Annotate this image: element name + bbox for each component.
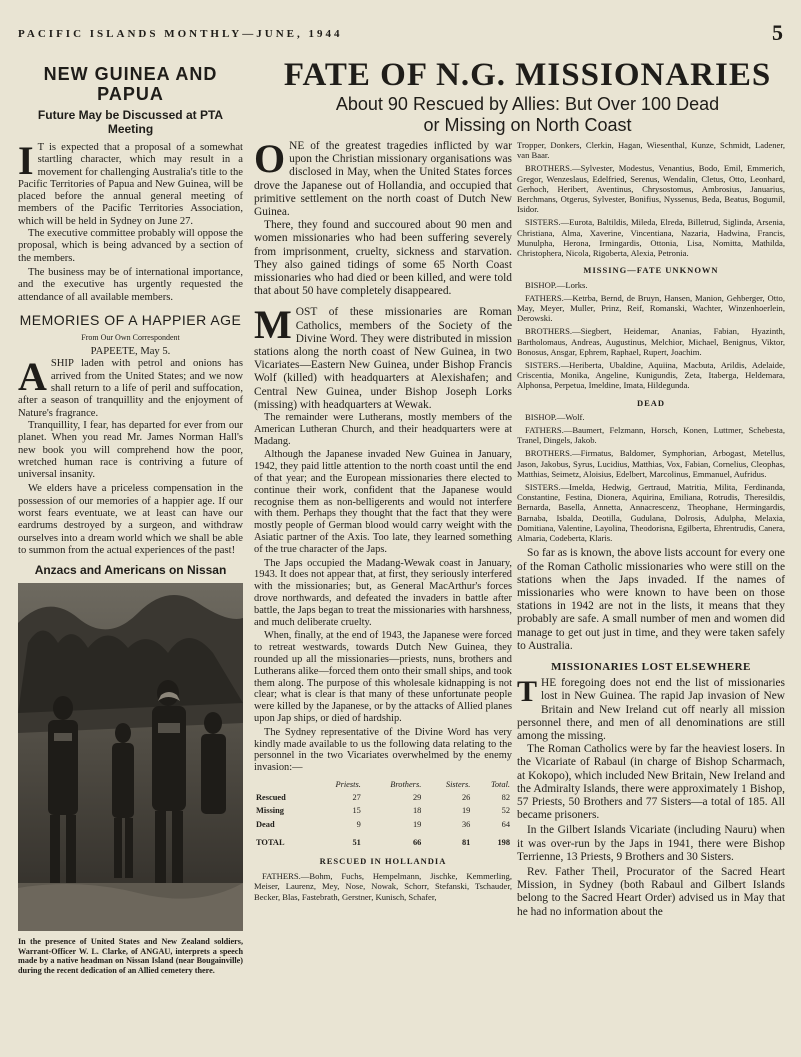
memories-lead-paragraph: ASHIP laden with petrol and onions has arrived from the United States; and we now shall return to a life of peril and suffocation, after a season of tranquillity and the enjoyment of Nature's fragrance. (18, 354, 243, 419)
table-row: Missing 15 18 19 52 (256, 806, 510, 816)
table-header: Brothers. (390, 779, 422, 789)
rescued-fathers-list: FATHERS.—Bohm, Fuchs, Hempelmann, Jischke, Kemmerling, Meiser, Laurenz, Mey, Nose, Nowak, Schorr, Stefanski, Tschauder, Becker, Blas, Fastebrath, Gerstner, Kunisch, Schafer, (254, 871, 512, 902)
ng-lead-paragraph: I T is expected that a proposal of a somewhat startling character, which may result in a movement for challenging Australia's title to the Pacific Territories of Papua and New Guinea, will be placed before the annual general meeting of members of the Pacific Territories Association, which will be held in Sydney on June 27. (18, 138, 243, 227)
main-subheadline-line: About 90 Rescued by Allies: But Over 100 Dead (335, 94, 720, 114)
anzacs-photo (18, 583, 243, 931)
dead-heading: DEAD (636, 397, 666, 408)
missing-list: SISTERS.—Heriberta, Ubaldine, Aquiina, Macbuta, Arildis, Adelaide, Criscentia, Monika, Angeline, Kunigundis, Zeta, Itaberga, Heldemara, Alphonsa, Perpetua, Imeldine, Imata, Hildegunda. (517, 359, 785, 391)
correspondent-credit: From Our Own Correspondent (81, 332, 180, 342)
dead-list: SISTERS.—Imelda, Hedwig, Gertraud, Matritia, Milita, Ferdinanda, Constantine, Festina, Dionera, Aquirina, Emiliana, Rotrudis, Theresildis, Bernarda, Basella, Annetta, Annacrescenz, Theophane, Hermingardis, Barnaba, Isbalda, Deotilla, Gudulana, Dolrosis, Adulpha, Melaxia, Domitiana, Valentine, Layolina, Theodorisna, Egilberta, Ehrentrudis, Canera, Almaria, Codeberta, Klaris. (517, 482, 785, 544)
page-number: 5 (772, 20, 783, 45)
page-header (18, 20, 793, 48)
table-row: Rescued 27 29 26 82 (256, 793, 510, 803)
ng-paragraph: The business may be of international importance, and the executive has urgently requested the attendance of all available members. (18, 266, 243, 303)
rescued-list-continued: Tropper, Donkers, Clerkin, Hagan, Wiesenthal, Kunze, Schmidt, Ladener, van Baar. (517, 140, 785, 161)
drop-cap: T (517, 675, 538, 709)
lost-paragraph: The Roman Catholics were by far the heaviest losers. In the Vicariate of Rabaul (in charge of Bishop Scharmach, at Kokopo), which included New Britain, New Ireland and the Admiralty Islands, there were approximately 1 Bishop, 57 Priests, 50 Brothers and 77 Sisters—a total of 185. All became prisoners. (517, 743, 785, 822)
rescued-heading: RESCUED IN HOLLANDIA (319, 855, 447, 866)
dead-list: BROTHERS.—Firmatus, Baldomer, Symphorian, Arbogast, Metellus, Jason, Jakobus, Syrus, Lucidius, Matthias, Vox, Fabian, Cornelius, Cleophas, Matthias, Seimetz, Aloisius, Edelbert, Marcolinus, Emmanuel, Aufridus. (517, 448, 785, 479)
memories-headline: MEMORIES OF A HAPPIER AGE (19, 311, 242, 328)
table-header: Sisters. (445, 779, 471, 789)
drop-cap: M (254, 302, 292, 348)
memories-paragraph: Tranquillity, I fear, has departed for ever from our planet. When you read Mr. James Norman Hall's new book you will comprehend how the poor, wretched human race is contriving a future of universal insanity. (18, 419, 243, 481)
photo-headline: Anzacs and Americans on Nissan (34, 563, 227, 578)
drop-cap: O (254, 136, 286, 181)
main-subheadline (265, 94, 790, 136)
dateline: PAPEETE, May 5. (90, 346, 171, 358)
dead-list: FATHERS.—Baumert, Felzmann, Horsch, Konen, Luttmer, Schebesta, Tranel, Dingels, Jakob. (517, 425, 785, 446)
lost-elsewhere-heading: MISSIONARIES LOST ELSEWHERE (551, 660, 751, 673)
table-header-row (254, 778, 512, 791)
missionaries-section-paragraph: MOST of these missionaries are Roman Catholics, members of the Society of the Divine Word. They were distributed in mission stations along the north coast of New Guinea, in two Vicariates—Eastern New Guinea, under Bishop Francis Wolf (killed) with headquarters at Alexishafen; and Central New Guinea, under Bishop Joseph Lorks (missing) with headquarters at Wewak. (254, 302, 512, 411)
table-header (254, 778, 312, 791)
main-headline: FATE OF N.G. MISSIONARIES (283, 57, 772, 93)
main-subheadline-line: or Missing on North Coast (423, 115, 632, 135)
lost-paragraph: In the Gilbert Islands Vicariate (including Nauru) when it was over-run by the Japs in 1941, there were Bishop Terrienne, 13 Priests, 9 Brothers and 30 Sisters. (517, 824, 785, 863)
missing-list: BISHOP.—Lorks. (525, 279, 588, 290)
memories-paragraph: We elders have a priceless compensation in the possession of our memories of a happier age. If our worst fears eventuate, we at least can have our eardrums destroyed by a surgeon, and withdraw ourselves into a dream world which we shall be able to summon from the actual experiences of the past! (18, 483, 243, 556)
left-column (18, 64, 243, 976)
drop-cap: I (18, 138, 34, 183)
rescued-brothers-list: BROTHERS.—Sylvester, Modestus, Venantius, Bodo, Emil, Emmerich, Gregor, Wenzeslaus, Edelfried, Serenus, Wendalin, Cletus, Otto, Leonhard, Gerhoch, Heribert, Aventinus, Chrysostomus, Ambrosius, Januarius, Berchmans, Otgerus, Sylvester, Bonifius, Nyssenus, Beda, Beatus, Bogumil, Isidor. (517, 163, 785, 215)
right-column (517, 140, 785, 921)
table-total-row: TOTAL 51 66 81 198 (256, 837, 510, 847)
lost-paragraph: Rev. Father Theil, Procurator of the Sacred Heart Mission, in Sydney (both Rabaul and Gilbert Islands belong to the Sacred Heart Order) advised us in May that he had no information about the (517, 866, 785, 918)
dead-list: BISHOP.—Wolf. (525, 411, 585, 422)
table-row: Dead 9 19 36 64 (256, 819, 510, 829)
rescued-sisters-list: SISTERS.—Eurota, Baltildis, Mileda, Elreda, Billetrud, Siglinda, Arsenia, Christiana, Alma, Xaverine, Vincentiana, Nazaria, Hadwina, Francis, Munulpha, Herona, Irmingardis, Ottonia, Lisa, Nomitta, Mathilda, Christophera, Nicola, Rigoberta, Alexia, Petronia. (517, 217, 785, 259)
ng-paragraph: The executive committee probably will oppose the proposal, which is being advanced by a section of the members. (18, 228, 243, 264)
missionaries-paragraph: Although the Japanese invaded New Guinea in January, 1942, they paid little attention to the north coast until the end of that year; and the European missionaries there elected to continue their work, confident that the Japanese would recognise them as non-belligerents and would not interfere with them. Perhaps they thought that the fact that they were mostly people of German blood would carry weight with the Asiatic partner of the Axis. Too late, they learned something of the true character of the Japs. (254, 449, 512, 555)
masthead: PACIFIC ISLANDS MONTHLY—JUNE, 1944 (18, 28, 343, 40)
missionaries-paragraph: When, finally, at the end of 1943, the Japanese were forced to retreat westwards, towards Dutch New Guinea, they rounded up all the missionaries—priests, nuns, brothers and Lutherans alike—forced them onto their small ships, and took them along. The purpose of this wholesale kidnapping is not clear; what is clear is that many of these unfortunate people were killed by the Japanese, or by the attacks of Allied planes upon Jap ships, or died of hardship. (254, 630, 512, 724)
ng-subheadline: Future May be Discussed at PTA Meeting (37, 108, 224, 136)
missionaries-paragraph: The Sydney representative of the Divine Word has very kindly made available to us the following data relating to the personnel in the two Vicariates overwhelmed by the enemy invasion:— (254, 726, 512, 774)
missionaries-lead-paragraph: ONE of the greatest tragedies inflicted by war upon the Christian missionary organisations was disclosed in May, when the United States forces drove the Japanese out of Hollandia, and occupied that primitive settlement on the north coast of Dutch New Guinea. (254, 136, 512, 219)
personnel-table (254, 778, 512, 849)
lost-lead-paragraph: THE foregoing does not end the list of missionaries lost in New Guinea. The rapid Jap invasion of New Britain and New Ireland cut off nearly all mission personnel there, and men of all denominations are still among the missing. (517, 675, 785, 743)
middle-column (254, 136, 512, 905)
missionaries-paragraph: There, they found and succoured about 90 men and women missionaries who had been suffering severely from imprisonment, cruelty, sickness and starvation. They also gained tidings of some 65 North Coast missionaries who had died or been killed, and were told that about 50 have completely disappeared. (254, 219, 512, 298)
missionaries-paragraph: The Japs occupied the Madang-Wewak coast in January, 1943. It does not appear that, at first, they seriously interfered with the missionaries; but, as General MacArthur's forces drove northwards, and defeated the invaders in battle after battle, the Japs began to treat the missionaries with harshness, and much deliberate cruelty. (254, 557, 512, 628)
table-header: Priests. (335, 779, 361, 789)
table-header: Total. (490, 779, 510, 789)
missing-list: FATHERS.—Ketrba, Bernd, de Bruyn, Hansen, Manion, Gehberger, Otto, May, Meyer, Muller, Prinz, Reif, Romanski, Wachter, Winzenhoerlein, Derowski. (517, 292, 785, 324)
missing-heading: MISSING—FATE UNKNOWN (583, 265, 719, 276)
missionaries-paragraph: The remainder were Lutherans, mostly members of the American Lutheran Church, and their headquarters were at Madang. (254, 412, 512, 447)
soldiers-photo-illustration (18, 583, 243, 931)
ng-headline: NEW GUINEA AND PAPUA (43, 64, 218, 104)
drop-cap: A (18, 354, 47, 400)
photo-caption: In the presence of United States and New Zealand soldiers, Warrant-Officer W. L. Clarke, of ANGAU, interprets a speech made by a native headman on Nissan Island (near Bougainville) during the recent dedication of an Allied cemetery there. (18, 937, 243, 975)
missing-list: BROTHERS.—Siegbert, Heidemar, Ananias, Fabian, Hyazinth, Bartholomaus, Andreas, Augustinus, Melchior, Michael, Benignus, Viktor, Bonosus, Ansgar, Ephrem, Raphael, Rupert, Joachim. (517, 326, 785, 357)
so-far-paragraph: So far as is known, the above lists account for every one of the Roman Catholic missionaries who were still on the stations when the Japs invaded. If the names of missionaries who were known to have been on those stations in 1942 are not in the lists, it means that they probably are safe. A small number of men and women did manage to get out just in time, and they were taken safely to Australia. (517, 547, 785, 652)
